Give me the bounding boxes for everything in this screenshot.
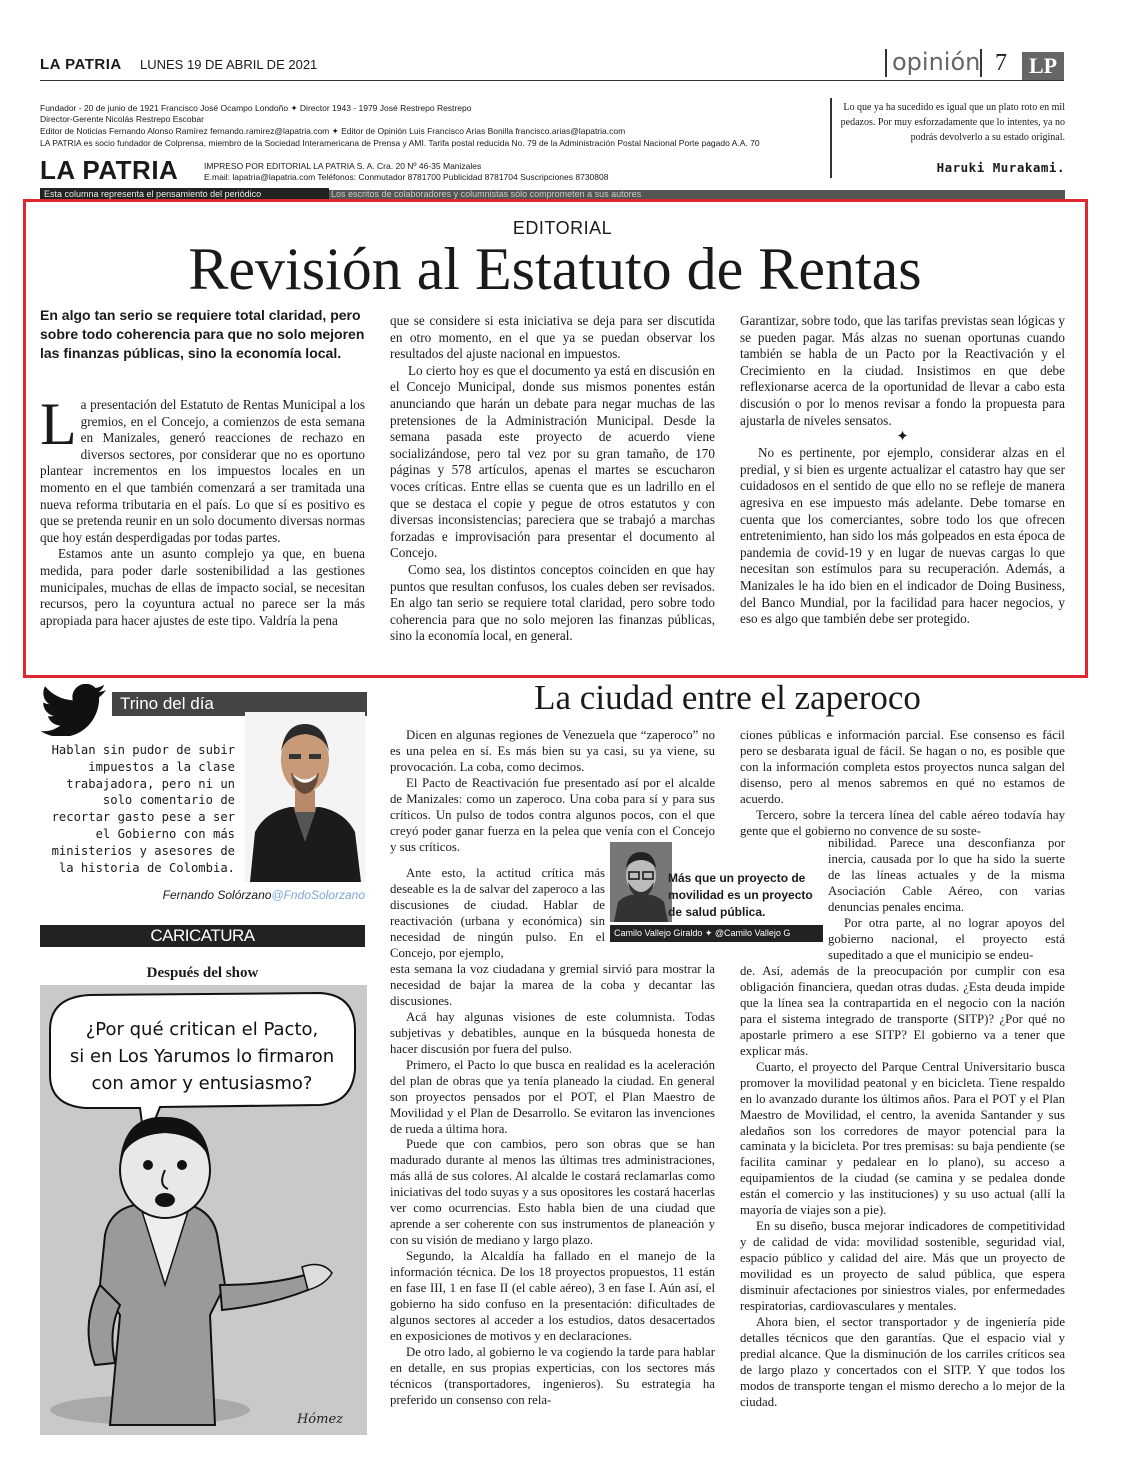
- caricatura-title: Después del show: [146, 965, 259, 981]
- trino-label: Trino del día: [112, 692, 367, 716]
- column-text: [390, 866, 605, 962]
- column-text: [390, 728, 715, 856]
- quote-divider: [830, 98, 832, 178]
- paragraph: El Pacto de Reactivación fue presentado así por el alcalde de Manizales: como un zaperoco. Una coba para sí y para sus críticos. Un pulso de todos contra algunos pocos, con el que creyó poder ganar fuerza en la pelea que venía con el Concejo y sus críticos.: [390, 775, 715, 854]
- paragraph: La presentación del Estatuto de Rentas Municipal a los gremios, en el Concejo, a comienzos de esta semana en Manizales, generó reacciones de rechazo en diversos sectores, por considerar que no es oportuno plantear incrementos en los impuestos locales en un momento en el que también comenzará a ser tramitada una nueva reforma tributaria en el país. Lo que sí es positivo es que se pretenda reunir en un solo documento diversas normas que hoy están desperdigadas por todas partes.: [40, 391, 365, 545]
- cartoonist-signature: Hómez: [296, 1412, 344, 1427]
- paragraph: Ahora bien, el sector transportador y de ingeniería pide detalles técnicos que den garantías. Que el espacio vial y predial alcance. Que la disminución de los carriles críticos sea de largo plazo y concertados con el SITP. Y que todos los modos de transporte tengan el mismo derecho a lo mejor de la ciudad.: [740, 1314, 1065, 1409]
- page-number: 7: [995, 50, 1007, 76]
- speech-line: con amor y entusiasmo?: [91, 1073, 313, 1094]
- section-name: opinión: [892, 48, 981, 76]
- paragraph: Garantizar, sobre todo, que las tarifas previstas sean lógicas y se pueden pagar. Más alzas no suenan oportunas cuando también se habla de un Pacto por la Reactivación y el Crecimiento en la ciudad. Insistimos en que debe reflexionarse acerca de la oportunidad de llevar a cabo esta discusión o por lo menos revisar a fondo la propuesta para ajustarla de niveles sensatos.: [740, 313, 1065, 428]
- paragraph: nibilidad. Parece una desconfianza por inercia, causada por lo que ha sido la suerte de las líneas actuales y de la misma Asociación Cable Aéreo, con varias denuncias penales encima.: [828, 836, 1065, 914]
- paragraph: esta semana la voz ciudadana y gremial sirvió para mostrar la necesidad de bajar la marea de la coba y decantar las discusiones.: [390, 962, 715, 1008]
- section-divider: [885, 49, 887, 77]
- cartoon-illustration: [40, 985, 367, 1435]
- columnist-photo: [610, 842, 672, 922]
- paragraph: de. Así, además de la preocupación por cumplir con esa obligación financiera, quedan otras dudas. ¿Esta deuda impide que la línea sea la contrapartida en el negocio con la nación para el sistema integrado de transporte (SITP)? ¿Por qué no apostarle primero a ese SITP? El gobierno va a tener que explicar más.: [740, 964, 1065, 1058]
- printer-contact: E.mail: lapatria@lapatria.com Teléfonos: Conmutador 8781700 Publicidad 8781704 Suscripciones 8730808: [204, 171, 609, 182]
- trino-author: [100, 888, 365, 902]
- disclaimer-left: Esta columna representa el pensamiento del periódico: [40, 188, 329, 200]
- paragraph: Como sea, los distintos conceptos coinciden en que hay puntos que resultan confusos, los cuales deben ser revisados. En algo tan serio se requiere total claridad, pero sobre todo coherencia para que no solo mejoren las finanzas públicas, sino la economía local, en general.: [390, 561, 715, 644]
- editorial-lead: En algo tan serio se requiere total claridad, pero sobre todo coherencia para que no solo mejoren las finanzas públicas, sino la economía local.: [40, 307, 365, 361]
- column-text: [828, 836, 1065, 964]
- disclaimer-right: Los escritos de colaboradores y columnistas sólo comprometen a sus autores: [331, 189, 642, 199]
- masthead-name: LA PATRIA: [40, 56, 122, 73]
- column-text: [740, 728, 1065, 840]
- editorial-title: Revisión al Estatuto de Rentas: [188, 236, 922, 302]
- paragraph: No es pertinente, por ejemplo, considerar alzas en el predial, y si bien es urgente actualizar el catastro hay que ser cuidadosos en el sentido de que ello no se refleje de manera agresiva en ese impuesto más adelante. Debe tomarse en cuenta que los comerciantes, sobre todo los que ofrecen entretenimiento, han sido los más golpeados en esta época de pandemia de covid-19 y en lugar de nuevas cargas lo que necesitan son estímulos para su recuperación. Además, a Manizales le ha ido bien en el indicador de Doing Business, del Banco Mundial, por la facilidad para hacer negocios, y eso es algo que también debe ser protegido.: [740, 445, 1065, 627]
- paragraph: De otro lado, al gobierno le va cogiendo la tarde para hablar en detalle, en sus propias experticias, con los sectores más técnicos (transportadores, ingenieros). Su estrategia ha preferido un consenso con rela-: [390, 1344, 715, 1407]
- lp-logo: LP: [1022, 52, 1064, 80]
- masthead-date: LUNES 19 DE ABRIL DE 2021: [140, 57, 318, 72]
- caricatura-label: CARICATURA: [40, 925, 365, 947]
- paragraph: Dicen en algunas regiones de Venezuela que “zaperoco” no es una pelea en sí. Es más bien su ya casi, su ya viene, su provocación. La coba, como decimos.: [390, 728, 715, 774]
- paragraph: Estamos ante un asunto complejo ya que, en buena medida, para poder darle sostenibilidad a las gestiones municipales, muchas de ellas de impacto social, se necesitan recursos, pero la coyuntura actual no parece ser la más apropiada para hacer ajustes de este tipo. Valdría la pena: [40, 546, 365, 628]
- section-divider: [980, 49, 982, 77]
- paragraph: En su diseño, busca mejorar indicadores de competitividad y de calidad de vida: movilidad sostenible, seguridad vial, espacio público y calidad del aire. Más que un proyecto de movilidad es un proyecto de salud pública, que espera disminuir afectaciones por siniestros viales, por enfermedades respiratorias, cardiovasculares y mentales.: [740, 1219, 1065, 1314]
- drop-cap: L: [40, 391, 77, 457]
- paragraph: Cuarto, el proyecto del Parque Central Universitario busca promover la movilidad peatonal y en bicicleta. Tiene respaldo en lo avanzado durante los últimos años. Para el POT y el Plan Maestro de Movilidad, el centro, la avenida Santander y sus aledaños son los corredores de mayor potencial para la caminata y la bicicleta. Por tres premisas: su baja pendiente (se facilita caminar y pedalear en lo plano), su acceso a equipamientos de la ciudad (se camina y se pedalea donde están el comercio y las instituciones) y su uso actual (allí la mayoría de viajes son a pie).: [740, 1059, 1065, 1218]
- paragraph: Lo cierto hoy es que el documento ya está en discusión en el Concejo Municipal, donde sus mismos ponentes están anunciando que harán un debate para negar muchas de las pretensiones de la Administración Municipal. Desde la semana pasada este proyecto de acuerdo viene socializándose, pero tal vez por su gran tamaño, de 170 páginas y 578 artículos, apenas el martes se escucharon voces críticas. Entre ellas se cuenta que es un ladrillo en el que se destaca el copie y pegue de otros estatutos y con diversas inconsistencias; pareciera que se trabajó a marchas forzadas e improvisación para presentar el documento al Concejo.: [390, 362, 715, 561]
- author-photo: [245, 712, 365, 882]
- speech-line: si en Los Yarumos lo firmaron: [69, 1046, 335, 1067]
- masthead-rule: [40, 80, 1064, 81]
- credits-line: Director-Gerente Nicolás Restrepo Escobar: [40, 114, 204, 124]
- quote-text: Lo que ya ha sucedido es igual que un plato roto en mil pedazos. Por muy esforzadamente que lo intentes, ya no podrás devolverlo a su estado original.: [840, 102, 1065, 143]
- editorial-kicker: EDITORIAL: [512, 218, 613, 238]
- paragraph: Segundo, la Alcaldía ha fallado en el manejo de la información técnica. De los 18 proyectos propuestos, 11 están en fase III, 1 en fase II (el cable aéreo), 3 en fase I. Aún así, el gobierno ha sido confuso en la presentación: dificultades de algunos sectores al acceder a los estudios, datos desacertados en exposiciones de motivos y en declaraciones.: [390, 1249, 715, 1343]
- credits-line: LA PATRIA es socio fundador de Colprensa, miembro de la Sociedad Interamericana de Prensa y AMI. Tarifa postal reducida No. 79 de la Administración Postal Nacional Porte pagado A.A. 70: [40, 138, 760, 148]
- trino-author-name: Fernando Solórzano: [162, 888, 272, 902]
- trino-text: Hablan sin pudor de subir impuestos a la clase trabajadora, pero ni un solo comentario de recortar gasto pese a ser el Gobierno con más ministerios y asesores de la historia de Colombia.: [51, 743, 235, 875]
- column-text: [740, 964, 1065, 1411]
- twitter-bird-icon: [38, 684, 108, 736]
- paragraph: Acá hay algunas visiones de este columnista. Todas subjetivas y debatibles, aunque en la búsqueda honesta de hacer discusión por fuera del pulso.: [390, 1009, 715, 1056]
- quote-author: Haruki Murakami.: [936, 160, 1065, 175]
- paragraph: ciones públicas e información parcial. Ese consenso es fácil pero se desbarata igual de fácil. Se hagan o no, es posible que con la información completa estos proyectos nunca salgan del disenso, pero al menos sabremos en qué no estamos de acuerdo.: [740, 728, 1065, 806]
- credits-line: Fundador - 20 de junio de 1921 Francisco José Ocampo Londoño ✦ Director 1943 - 1979 José Restrepo Restrepo: [40, 103, 472, 113]
- paragraph: Ante esto, la actitud crítica más deseable es la de salvar del zaperoco a las discusiones de ciudad. Hablar de reactivación (urbana y económica) sin necesidad de ningún pulso. En el Concejo, por ejemplo,: [390, 866, 605, 960]
- paragraph: que se considere si esta iniciativa se deja para ser discutida en otro momento, en el que ya se puedan observar los resultados del ajuste nacional en impuestos.: [390, 313, 715, 362]
- pull-quote: Más que un proyecto de movilidad es un proyecto de salud pública.: [668, 871, 813, 919]
- columnist-byline: Camilo Vallejo Giraldo ✦ @Camilo Vallejo G: [610, 925, 823, 942]
- paragraph: Tercero, sobre la tercera línea del cable aéreo todavía hay gente que el gobierno no convence de su soste-: [740, 807, 1065, 838]
- separator-icon: ✦: [896, 429, 909, 446]
- editorial-highlight-frame: [23, 199, 1088, 678]
- printer-address: IMPRESO POR EDITORIAL LA PATRIA S. A. Cra. 20 Nº 46-35 Manizales: [204, 161, 482, 171]
- column-title: La ciudad entre el zaperoco: [534, 678, 921, 717]
- paragraph: Por otra parte, al no lograr apoyos del gobierno nacional, el proyecto está supeditado a que el municipio se endeu-: [828, 915, 1065, 962]
- paragraph: Primero, el Pacto lo que busca en realidad es la aceleración del plan de obras que ya tenía planeado la ciudad. En general son proyectos pensados por el POT, el Plan Maestro de Movilidad y el Plan de Desarrollo. Se evitaron las invenciones de rueda a última hora.: [390, 1057, 715, 1136]
- trino-handle: @FndoSolorzano: [271, 888, 365, 902]
- column-text: [390, 962, 715, 1409]
- printer-info: [204, 161, 608, 182]
- credits-line: Editor de Noticias Fernando Alonso Ramírez fernando.ramirez@lapatria.com ✦ Editor de Opinión Luis Francisco Arias Bonilla francisco.arias@lapatria.com: [40, 126, 626, 136]
- paragraph: Puede que con cambios, pero son obras que se han madurado durante al menos las últimas tres administraciones, más allá de sus colores. Al alcalde le costará reclamarlas como iniciativas del todo suyas y a sus opositores les costará hacerlas ver como ocurrencias. Esto habla bien de una ciudad que aprende a ser coherente con sus instrumentos de planeación y con su visión de mediano y largo plazo.: [390, 1137, 715, 1248]
- speech-line: ¿Por qué critican el Pacto,: [85, 1019, 319, 1040]
- newspaper-logo: LA PATRIA: [40, 155, 179, 185]
